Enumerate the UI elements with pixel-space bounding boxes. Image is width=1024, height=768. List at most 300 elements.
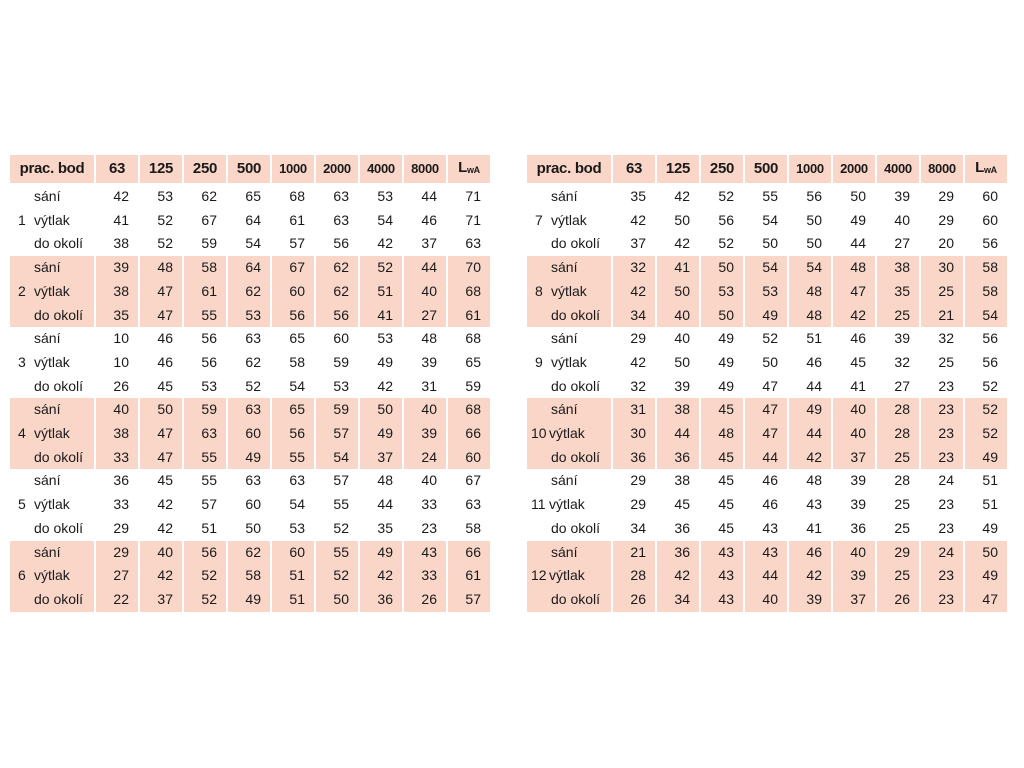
value-cell: 34: [657, 588, 699, 612]
row-label-cell: [527, 327, 611, 351]
value-cell: 48: [806, 472, 822, 489]
table-body: [527, 183, 1007, 612]
value-cell: 44: [657, 422, 699, 446]
value-cell: 45: [674, 496, 690, 513]
value-cell: 59: [184, 398, 226, 422]
table-row: [527, 375, 1007, 399]
value-cell: 25: [921, 280, 963, 304]
value-cell: 42: [674, 235, 690, 252]
row-label-cell: [527, 588, 611, 612]
value-cell: 46: [762, 472, 778, 489]
value-cell: 25: [894, 496, 910, 513]
value-cell: 29: [877, 541, 919, 565]
row-type-label: výtlak: [551, 211, 587, 228]
value-cell: 30: [921, 256, 963, 280]
row-type-label: do okolí: [551, 448, 601, 465]
value-cell: 39: [404, 422, 446, 446]
value-cell: 51: [272, 588, 314, 612]
point-number: 4: [18, 425, 26, 442]
value-cell: 49: [965, 446, 1007, 470]
table-row: [527, 398, 1007, 422]
row-type-label: výtlak: [551, 282, 587, 299]
value-cell: 50: [674, 353, 690, 370]
row-label-cell: [10, 541, 94, 565]
value-cell: 61: [184, 280, 226, 304]
row-type-label: sání: [34, 401, 61, 418]
value-cell: 60: [448, 446, 490, 470]
value-cell: 50: [360, 398, 402, 422]
value-cell: 23: [938, 519, 954, 536]
value-cell: 54: [289, 377, 305, 394]
value-cell: 49: [850, 211, 866, 228]
value-cell: 53: [289, 519, 305, 536]
value-cell: 56: [316, 304, 358, 328]
value-cell: 62: [316, 280, 358, 304]
value-cell: 47: [140, 422, 182, 446]
value-cell: 28: [877, 422, 919, 446]
value-cell: 50: [674, 211, 690, 228]
value-cell: 51: [982, 496, 998, 513]
header-lwa-sub: wA: [466, 165, 480, 175]
noise-table-right: [525, 155, 1009, 612]
value-cell: 40: [404, 398, 446, 422]
table-row: [10, 209, 490, 233]
row-type-label: výtlak: [34, 425, 70, 442]
value-cell: 40: [833, 398, 875, 422]
value-cell: 38: [96, 422, 138, 446]
value-cell: 38: [877, 256, 919, 280]
value-cell: 55: [201, 472, 217, 489]
value-cell: 20: [938, 235, 954, 252]
table-row: [10, 256, 490, 280]
row-label-cell: [527, 209, 611, 233]
value-cell: 55: [316, 541, 358, 565]
header-lwa: [965, 155, 1007, 183]
header-freq: 8000: [921, 155, 963, 183]
header-freq: 125: [657, 155, 699, 183]
value-cell: 54: [316, 446, 358, 470]
row-label-cell: [10, 256, 94, 280]
row-label-cell: [10, 351, 94, 375]
value-cell: 59: [333, 353, 349, 370]
value-cell: 41: [850, 377, 866, 394]
value-cell: 48: [377, 472, 393, 489]
value-cell: 40: [745, 588, 787, 612]
value-cell: 60: [272, 280, 314, 304]
value-cell: 55: [184, 304, 226, 328]
value-cell: 41: [806, 519, 822, 536]
value-cell: 44: [806, 377, 822, 394]
value-cell: 54: [745, 256, 787, 280]
table-row: [527, 541, 1007, 565]
value-cell: 51: [806, 330, 822, 347]
value-cell: 45: [718, 496, 734, 513]
table-row: [10, 493, 490, 517]
value-cell: 60: [272, 541, 314, 565]
value-cell: 26: [404, 588, 446, 612]
row-label-cell: [10, 588, 94, 612]
table-row: [527, 493, 1007, 517]
value-cell: 25: [894, 519, 910, 536]
header-lwa-main: L: [458, 159, 467, 176]
row-type-label: výtlak: [34, 496, 70, 513]
table-row: [10, 398, 490, 422]
value-cell: 51: [360, 280, 402, 304]
value-cell: 47: [833, 280, 875, 304]
value-cell: 50: [701, 304, 743, 328]
row-type-label: sání: [34, 330, 61, 347]
value-cell: 40: [140, 541, 182, 565]
value-cell: 42: [630, 211, 646, 228]
header-freq: 250: [184, 155, 226, 183]
value-cell: 30: [613, 422, 655, 446]
value-cell: 49: [377, 353, 393, 370]
table-row: [527, 327, 1007, 351]
point-number: 2: [18, 282, 26, 299]
value-cell: 41: [360, 304, 402, 328]
header-freq: 500: [228, 155, 270, 183]
value-cell: 52: [360, 256, 402, 280]
row-type-label: do okolí: [34, 235, 84, 252]
value-cell: 49: [718, 353, 734, 370]
value-cell: 56: [201, 330, 217, 347]
row-label-cell: [527, 446, 611, 470]
point-number: 6: [18, 567, 26, 584]
value-cell: 42: [157, 496, 173, 513]
row-label-cell: [10, 209, 94, 233]
table-row: [10, 327, 490, 351]
value-cell: 63: [333, 188, 349, 204]
table-row: [527, 351, 1007, 375]
value-cell: 36: [657, 446, 699, 470]
value-cell: 49: [718, 330, 734, 347]
value-cell: 23: [921, 398, 963, 422]
row-label-cell: [10, 493, 94, 517]
table-row: [10, 375, 490, 399]
value-cell: 40: [674, 330, 690, 347]
value-cell: 57: [448, 588, 490, 612]
value-cell: 22: [96, 588, 138, 612]
row-label-cell: [10, 232, 94, 256]
table-row: [10, 517, 490, 541]
value-cell: 49: [228, 588, 270, 612]
value-cell: 42: [157, 519, 173, 536]
value-cell: 54: [289, 496, 305, 513]
value-cell: 39: [789, 588, 831, 612]
value-cell: 39: [833, 564, 875, 588]
value-cell: 65: [272, 398, 314, 422]
value-cell: 42: [140, 564, 182, 588]
value-cell: 45: [701, 446, 743, 470]
header-freq: 4000: [877, 155, 919, 183]
value-cell: 54: [965, 304, 1007, 328]
value-cell: 49: [965, 564, 1007, 588]
value-cell: 52: [333, 519, 349, 536]
value-cell: 48: [789, 304, 831, 328]
row-type-label: výtlak: [549, 567, 585, 584]
table-row: [527, 280, 1007, 304]
value-cell: 61: [448, 304, 490, 328]
value-cell: 42: [630, 353, 646, 370]
value-cell: 42: [833, 304, 875, 328]
value-cell: 56: [982, 353, 998, 370]
value-cell: 52: [965, 398, 1007, 422]
value-cell: 56: [982, 235, 998, 252]
value-cell: 46: [789, 541, 831, 565]
header-freq: 4000: [360, 155, 402, 183]
row-type-label: výtlak: [34, 282, 70, 299]
value-cell: 50: [806, 211, 822, 228]
header-lwa-main: L: [975, 159, 984, 176]
table-row: [527, 422, 1007, 446]
value-cell: 27: [894, 377, 910, 394]
value-cell: 57: [201, 496, 217, 513]
row-label-cell: [10, 446, 94, 470]
value-cell: 29: [630, 496, 646, 513]
value-cell: 49: [718, 377, 734, 394]
value-cell: 58: [228, 564, 270, 588]
value-cell: 37: [630, 235, 646, 252]
value-cell: 60: [333, 330, 349, 347]
value-cell: 56: [718, 211, 734, 228]
header-freq: 63: [613, 155, 655, 183]
value-cell: 49: [360, 541, 402, 565]
header-freq: 2000: [316, 155, 358, 183]
value-cell: 50: [140, 398, 182, 422]
row-label-cell: [10, 280, 94, 304]
value-cell: 56: [272, 422, 314, 446]
value-cell: 54: [245, 235, 261, 252]
header-freq: 1000: [272, 155, 314, 183]
value-cell: 23: [921, 446, 963, 470]
value-cell: 63: [465, 496, 481, 513]
value-cell: 62: [228, 280, 270, 304]
point-number: 1: [18, 211, 26, 228]
value-cell: 21: [613, 541, 655, 565]
value-cell: 36: [360, 588, 402, 612]
value-cell: 43: [701, 588, 743, 612]
row-label-cell: [527, 256, 611, 280]
row-label-cell: [527, 422, 611, 446]
value-cell: 26: [613, 588, 655, 612]
value-cell: 29: [938, 211, 954, 228]
value-cell: 28: [613, 564, 655, 588]
row-type-label: do okolí: [551, 590, 601, 607]
value-cell: 31: [421, 377, 437, 394]
value-cell: 70: [448, 256, 490, 280]
value-cell: 63: [184, 422, 226, 446]
point-number: 12: [531, 567, 547, 584]
value-cell: 68: [465, 330, 481, 347]
value-cell: 23: [938, 377, 954, 394]
row-label-cell: [527, 469, 611, 493]
table-row: [10, 588, 490, 612]
value-cell: 66: [448, 541, 490, 565]
table-row: [10, 541, 490, 565]
row-label-cell: [10, 422, 94, 446]
value-cell: 33: [404, 564, 446, 588]
value-cell: 54: [789, 256, 831, 280]
value-cell: 53: [377, 330, 393, 347]
row-label-cell: [527, 375, 611, 399]
value-cell: 27: [96, 564, 138, 588]
table-body: [10, 183, 490, 612]
value-cell: 33: [113, 496, 129, 513]
value-cell: 39: [850, 472, 866, 489]
value-cell: 42: [377, 235, 393, 252]
value-cell: 41: [657, 256, 699, 280]
value-cell: 10: [113, 330, 129, 347]
row-type-label: do okolí: [34, 448, 84, 465]
value-cell: 35: [877, 280, 919, 304]
value-cell: 26: [877, 588, 919, 612]
table-row: [527, 183, 1007, 209]
value-cell: 48: [421, 330, 437, 347]
value-cell: 36: [113, 472, 129, 489]
value-cell: 29: [630, 330, 646, 347]
value-cell: 65: [245, 188, 261, 204]
value-cell: 36: [674, 519, 690, 536]
value-cell: 24: [921, 541, 963, 565]
value-cell: 25: [877, 304, 919, 328]
value-cell: 33: [421, 496, 437, 513]
value-cell: 49: [982, 519, 998, 536]
row-label-cell: [10, 398, 94, 422]
value-cell: 40: [404, 280, 446, 304]
value-cell: 32: [613, 256, 655, 280]
table-row: [527, 469, 1007, 493]
point-number: 3: [18, 353, 26, 370]
value-cell: 54: [377, 211, 393, 228]
value-cell: 27: [404, 304, 446, 328]
point-number: 11: [531, 496, 546, 513]
value-cell: 32: [894, 353, 910, 370]
value-cell: 23: [921, 564, 963, 588]
value-cell: 42: [789, 446, 831, 470]
value-cell: 49: [745, 304, 787, 328]
value-cell: 39: [421, 353, 437, 370]
value-cell: 40: [96, 398, 138, 422]
value-cell: 38: [657, 398, 699, 422]
header-label: prac. bod: [527, 155, 611, 183]
value-cell: 52: [762, 330, 778, 347]
value-cell: 23: [921, 588, 963, 612]
value-cell: 44: [789, 422, 831, 446]
row-label-cell: [527, 304, 611, 328]
value-cell: 67: [201, 211, 217, 228]
value-cell: 43: [806, 496, 822, 513]
value-cell: 61: [448, 564, 490, 588]
value-cell: 52: [157, 211, 173, 228]
value-cell: 35: [96, 304, 138, 328]
row-type-label: do okolí: [551, 235, 601, 252]
row-label-cell: [527, 541, 611, 565]
value-cell: 43: [701, 541, 743, 565]
row-label-cell: [527, 351, 611, 375]
value-cell: 29: [113, 519, 129, 536]
value-cell: 49: [360, 422, 402, 446]
noise-table-left: [8, 155, 492, 612]
row-label-cell: [527, 183, 611, 209]
value-cell: 65: [289, 330, 305, 347]
value-cell: 71: [465, 211, 481, 228]
value-cell: 23: [921, 422, 963, 446]
value-cell: 24: [938, 472, 954, 489]
value-cell: 24: [404, 446, 446, 470]
value-cell: 60: [228, 422, 270, 446]
value-cell: 51: [982, 472, 998, 489]
value-cell: 21: [921, 304, 963, 328]
value-cell: 45: [157, 377, 173, 394]
value-cell: 68: [448, 280, 490, 304]
value-cell: 40: [657, 304, 699, 328]
row-type-label: sání: [34, 259, 61, 276]
value-cell: 50: [245, 519, 261, 536]
row-type-label: do okolí: [34, 590, 84, 607]
point-number: 8: [535, 282, 543, 299]
value-cell: 47: [140, 304, 182, 328]
header-freq: 2000: [833, 155, 875, 183]
value-cell: 53: [228, 304, 270, 328]
row-label-cell: [10, 183, 94, 209]
value-cell: 58: [965, 280, 1007, 304]
value-cell: 26: [113, 377, 129, 394]
value-cell: 62: [316, 256, 358, 280]
header-label: prac. bod: [10, 155, 94, 183]
value-cell: 45: [718, 472, 734, 489]
value-cell: 62: [201, 188, 217, 204]
value-cell: 63: [333, 211, 349, 228]
point-number: 7: [535, 211, 543, 228]
header-row: [527, 155, 1007, 183]
row-type-label: výtlak: [34, 353, 70, 370]
value-cell: 52: [157, 235, 173, 252]
value-cell: 52: [965, 422, 1007, 446]
value-cell: 48: [701, 422, 743, 446]
value-cell: 60: [982, 188, 998, 204]
value-cell: 58: [184, 256, 226, 280]
value-cell: 10: [113, 353, 129, 370]
value-cell: 44: [850, 235, 866, 252]
header-row: [10, 155, 490, 183]
table-row: [527, 304, 1007, 328]
value-cell: 46: [157, 330, 173, 347]
row-label-cell: [10, 327, 94, 351]
value-cell: 38: [96, 280, 138, 304]
value-cell: 56: [806, 188, 822, 204]
value-cell: 53: [377, 188, 393, 204]
value-cell: 58: [965, 256, 1007, 280]
value-cell: 46: [762, 496, 778, 513]
value-cell: 28: [894, 472, 910, 489]
row-label-cell: [527, 564, 611, 588]
row-type-label: do okolí: [34, 306, 84, 323]
table-row: [10, 564, 490, 588]
value-cell: 57: [289, 235, 305, 252]
value-cell: 55: [184, 446, 226, 470]
value-cell: 42: [789, 564, 831, 588]
value-cell: 52: [718, 235, 734, 252]
value-cell: 67: [465, 472, 481, 489]
value-cell: 33: [96, 446, 138, 470]
row-type-label: sání: [551, 188, 578, 204]
table-row: [10, 469, 490, 493]
value-cell: 53: [333, 377, 349, 394]
table-row: [10, 280, 490, 304]
value-cell: 31: [613, 398, 655, 422]
value-cell: 37: [833, 588, 875, 612]
value-cell: 66: [448, 422, 490, 446]
